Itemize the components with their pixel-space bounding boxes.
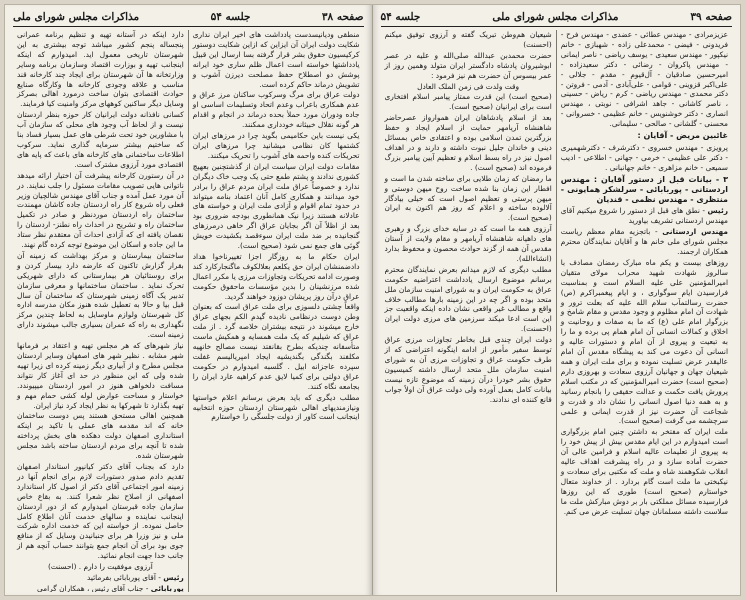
attendance-list: عزیزمرادی - مهندس عطائی - عضدی - مهندس فرح - فریدونی - فیضی - محمدعلی زاده - شهبازی - خانم نیکپور - مهندس سعیدی - یوسف ریاضی - ناصر ایمانی - مهندس پاکروان - رضائی - دکتر سعیدزاده - امیرحسین صادقیان - آل‌قیوم - مقدم - جلالی - علی‌اکبر قزوینی - قوامی - علی‌آبادی - آدمی - فروتن - دکتر محمدی - مهندس ریاضی - کرم - ریاض - حسینی ، ناصر کاشانی - جاهد اشرافی - نوبتی ، مهندس انصاری - دکتر خوشنویس - خانم عظیمی - خسروانی - محسنی - گلشانی - صالحی - سلیمانی. xyxy=(560,30,728,129)
book-spread xyxy=(4,4,741,596)
paragraph: (صحیح است) این قدرت ممتاز پیامبر اسلام افتخاری است برای ایرانیان (صحیح است). xyxy=(384,92,552,112)
speaker-line: مهندس اردستانی - باتجزیه مقام معظم ریاست مجلس شورای ملی خانم ها و آقایان نمایندگان محترم همکاران ارجمند. xyxy=(560,227,729,257)
speaker-text: آقای پوربابائی بفرمائید xyxy=(87,572,156,582)
paragraph: در آن رستورن کارخانه پیشرفت آن اختیار ارائه میدهد ناتوانی هایی تصویب مقامات مسئول را جلب نمایند. در آن مورد عمل آمده و جناب آقای مهندس شالچیان وزیر فعلی راه شروع کار راه اردستان جاده کاشان مهمندت ساختمان راه اردستان موردنظر و صادر در تکمیل ساختمان راه و تشریح در احداث راه نطنز- اردستان را نقصان یافته ای که آزادی احداث آن معتقدم نظر ستاد ما این جاده و اسکان این موضوع توجه کرده گام نهند. xyxy=(17,170,184,250)
paragraph: مطلب دیگری که باید بعرض برسانم اعلام خواستها ونیازمندیهای اهالی شهرستان اردستان حوزه انتخابیه اینجانب است کاور از دولت جلسگی را خواستارم xyxy=(192,392,360,422)
paragraph: شیعیان هم‌وطن تبریک گفته و آرزوی توفیق میکنم (احسنت) xyxy=(384,30,552,49)
speaker-name: مهندس اردستانی xyxy=(662,227,729,237)
paragraph: همچنین اهالی مستحق هستند پس دوست ساختمان خانه که اند مقدمه های عملی با تاکید بر اینکه استانداری اصفهان دولت دهکده های بخش پرداخته شده تا آنچه برای مردم اردستان ساخته باشد مجلس شهرستان شده. xyxy=(17,411,184,461)
paragraph: ساختمان بیمارستان و مرکز بهداشت که زمینه آن بقرار گزارش تاکنون که عارضه دارد بیسار کردن و برای روستائیان هر بیمارستانی که دارای شهریکی تحرک نماید . ساختمان ساختمانها و معرفی سازمان تدبیر یک آگاه زمینی شهرستان که ساختمان آن سال قبل بیا و حالا به تعطیل شده هنوز مکان مدرسه اداره کل شهرستان ولوازم ماوسایل به لحاظ چندین مرکز نگهداری به راه که عمران بسیاری جالب میشوند دارای زمینه است. xyxy=(17,250,184,340)
speaker-text: جناب آقای رئیس ، همکاران گرامی xyxy=(36,583,144,592)
paragraph: دارد اینکه در آستانه تهیه و تنظیم برنامه عمرانی پنجساله پنجم کشور میباشد توجه بیشتری به این شهرستان تاریخی معمول اید. امیدوارم که اینکه اینجانب تهیه و بوزارت اقتصاد وسازمان برنامه وسایر وزارتخانه ها آن شهرستان برای ایجاد چند کارخانه قند مناسب و علاقه وجودی کارخانه ها وکارگاه صنایع حوادث اقتصادی بتوان ساخت درمورد اهالی بصرکز وسایل دیگر ساکنین کوههای مرکز وامنیت کیا فرمایند. xyxy=(17,30,184,109)
right-page-title: مذاکرات مجلس شورای ملی xyxy=(492,11,619,23)
paragraph: دولت ایران چندی قبل بخاطر تجاوزات مرزی عراق توسط سفیر مأمور از ادامه اینگونه اعتراضی که از طرف حکومت عراق و تجاوزات مرزی آن به شورای امنیت سازمان ملل متحد ارسال داشته کمیسیون حقوق بشر خودرا درآن زمینه که موضوع تازه نیست بیانات کامل بعمل آورده ولی دولت عراق آن اولاً جواب قانع کننده ای ندادند. xyxy=(384,335,552,404)
left-page xyxy=(5,5,373,595)
paragraph: روزهای بیست و یکم ماه مبارک رمضان مصادف با سالروز شهادت شهید محراب مولای متقیان امیرالمؤمنین علی علیه السلام است و بمناسبت فرارسیدن ایام سوگواری ، و ایام پیغمبراکرم (ص) حضرت رسالتمآب سلام الله علیه که بعلت ترور و شهادت آن امام مظلوم و وجود مقدس و مقام شامخ و بزرگوار امام علی (ع) که ما به صفات و روحانیت و اخلاق و کمالات انسانی آن امام همام پی برده و ما را به تبعیت و پیروی از آن امام و دستورات عالیه و انسانی آن دعوت می کند به پیشگاه مقدس آن امام عالیقدر عرض تسلیت نموده و برای ملت ایران و همه شیعیان جهان و جهانیان آرزوی سعادت و بهروزی دارم (صحیح است) حضرت امیرالمؤمنین که در مکتب اسلام پرورش یافت حکمت و عدالت حقیقی را بانجام رسانید و به همه دنیا اصول انسانی را نشان داد و قدرت و شجاعت آن حضرت نیز از قدرت ایمانی و علمی سرچشمه می گرفت (صحیح است). xyxy=(560,257,728,426)
paragraph: مقامات دولت ایران سیاست ایران از گذشتچنین بعهیچ کشوری ندادند و پشتم طمع حتی یک وجب خاک دیگران ندارد و خصوصاً عراق ملت ایران مردم عراق را برادر خود میدانند و همکاری کامل آنان اعتماد بنامه میتواند در حدود تمام اقوام و آزادی ملت ایران و خواسته های عادلانه هستند زیرا نیک همانطوری بودجه ضروری بود بعد از اظلاً آن اگر بجایان عراق اگر خاهی درمرزهای گنجانیده بر ضد ملت ایران سوءقصد بکشیدت خویش گوئی های جمع نمی شود (صحیح است). xyxy=(192,161,360,251)
paragraph: دولت عراق برای مرگ وسرکوب ساکنان مرز عراق و عدم همکاری باعراب وعدم اتحاد وتسلیمات اساسی او جاده ودوران مورد حملأ بحده درماند در انجام و اقدام هر گونه نقلال خبیثانه خودداری ممکنند. xyxy=(192,90,360,130)
speaker-text: نطق های قبل از دستور را شروع میکنیم آقای مهندس اردستانی تشریف بیاورید xyxy=(560,206,728,226)
left-page-column-right xyxy=(189,30,364,592)
right-page-column-left xyxy=(381,30,557,592)
paragraph: ما رمضان که زمان طلایی برای ساخته شدن ما است و افطار این زمان بنا شده ساخت روح میهن دوستی و میهن پرستی و تعظیم اصول است که خیلی بیادگار آلالوده ساخته و اعلام که روز هم اکنون به ایران (صحیح است). xyxy=(384,173,552,223)
paragraph: کسانی نافذانه دولت ایرانیان کار حوزه بنظر اردستان نیست و از لحاظ آب وجود های محلی که سازمان آب با مشاورین خود تحت شرطی های عمل بسیار فساد بنا که ساختیم بیشتر سرمایه گذاری نماید. سرکوب اطلاعات ساختمانی های کارخانه های باعث که پایه های اقتصادی مورد آرزوی مشترک است. xyxy=(17,110,184,169)
right-page-column-right xyxy=(557,30,732,592)
left-page-column-left xyxy=(13,30,189,592)
right-page xyxy=(373,5,741,595)
right-page-session: جلسه ۵۴ xyxy=(380,11,421,23)
speaker-name: رئیس xyxy=(163,572,184,582)
left-page-columns xyxy=(13,30,364,592)
paragraph: ایران حکام ما به روزگار اجزا تغییرناخوا هداد دادضمنشان ایران حق یکلعم بعلالکوف ماگنجارکارد کند وصورت ادامه تحریکات وتجاوزات مرزی یا مکرر اعمال شده مرزنشینان را بدین مؤسسات ماحقوق حکومت عراق درآن روز پریشان دوزود خواهند گردید. xyxy=(192,251,360,301)
section-heading: غائبین مریض - آقایان : xyxy=(637,131,728,141)
speaker-line: پوربابائی - جناب آقای رئیس ، همکاران گرامی xyxy=(36,583,184,592)
speaker-text: باتجزیه مقام معظم ریاست مجلس شورای ملی خانم ها و آقایان نمایندگان محترم همکاران ارجمند. xyxy=(560,227,728,257)
paragraph: حضرت محمدبن عبدالله صلی‌الله و علیه در عصر ابوشیروان پادشاه دادگستر ایران متولد وهمین روز از عمر بیسوس آن حضرت هم نیز فرمود : xyxy=(384,50,552,80)
paragraph: بعد از اسلام پادشاهان ایران هموارواز عصرحاضر شاهنشاه آریامهر حمایت از اسلام ایجاد و حفظ بزرگترین تمدن اسلامی بوده و اعتقادی خاص بمسائل دینی و خاندان جلیل نبوت داشته و دارند و در اهداف اصول نیز در راه بسط اسلام و تعظیم آیین پیامبر بزرگ فرموده اند (صحیح است) . xyxy=(384,113,552,172)
paragraph: آرزوی موفقیت را دارم . (احسنت) xyxy=(47,562,153,572)
paragraph: یکی نیست باین حکامیمی بگوید چرا در مرزهای ایران کشتمها کان نظامی میشانید چرا مرزهای ایران تحریکات کنده واحمه های آشوب را تحریک میکنند. xyxy=(192,131,360,160)
paragraph: منطقی ودیانیسدست پادداشت های اخیر ایران نداری شکایت دولت ایران آن ایزاین که ازاین شکایت دوستور کرکیسیون حقوق بشر قرار گرفته بسا ارسال این قبیل یادداشتها خواسته است اعمال ظلم ساری خود ایرانه پوشش دو اصطلاح حفظ مصلحت دیرزن آشوب و تشویش درماند حاکم کرده است. xyxy=(192,30,360,89)
left-page-session: جلسه ۵۴ xyxy=(210,11,251,23)
paragraph: نیاز شهرهای که هر مجلس تهیه و اعتقاد بر فرمانها شهر مشابه . نظیر شهر های اصفهان وسایر اردستان مجلس مطرح و از آبیاری دیگر زمینه کرده ای زیرا تهیه شده ولی که این منظور در حد ای آغاز کار نتواند مسافت دلخواهی هنوز در امور اردستان میپیوندد. خواستار و مساحت عوارض لوله کشی حمام مهم و تهیه بگذارد تا شهرکها به نظر ایجاد کرد نیاز ایران. xyxy=(17,341,184,410)
left-page-header xyxy=(13,11,364,27)
paragraph: واقعاً چشتی دلسوزی برای ملت عراق است که بعنوان وطن دوست درنظامی نادیده گیدم الکم بجهای عراق خارج میشوند در نتیجه بیشتران خلاصه گرد . از ملت عراق که شیلیم که یک ملت همسایه و همکیش ماست متأسفانه چندیکه بطرح بقانفتد نیست مصالح خانهیه مکلفند بگندگی بگندیشیه ایجاد امپریالیسم غفلت سپرده عاجزانه ابیل . گلسبه امیدوارم در حکومت عراق دولتی برای کمیا لایق عدم کراهیه عارد ایران را بجامعه نگاه کنند. xyxy=(192,302,360,391)
left-page-title: مذاکرات مجلس شورای ملی xyxy=(13,11,140,23)
speaker-name: پوربابائی xyxy=(150,583,184,592)
paragraph: ملت ایران که مفتخر به داشتن چنین امام بزرگواری است امیدوارم در این ایام مقدس بیش از پیش خود را به پیروی از تعلیمات عالیه اسلام و فرامین عالی آن حضرت آماده سازد و در راه پیشرفت اهداف عالیه انقلاب شکوهمند شاه و ملت که مکتبی برای سعادت و نیکبختی ما ملت است گام بردارد . از خداوند متعال خواستارم (صحیح است) طوری که این روزها فرارسیده مسائل مملکتی بار بر دوش مبارکش ملت ما سلاست داشته مسلمانان جهان تسلیت عرض می کنم. xyxy=(560,427,728,516)
paragraph: دارد که بجناب آقای دکتر کیانپور استاندار اصفهان تقدیم دادم صدور دستورات لازم برای انجام آنها در زمینه امور اجتماعی آقای دکتر از اصول کار استاندارد اصفهانی از اصلاح نظر شعرا کنند. به بقاع خاص سازمان جاده قبرستان امیدوارم که از دور اردستان اینجانب نماینده و سالهای خدمت آنان اطلاع کامل حاصل نموده. از خواسته این که خدمت اداره شرکت ملی و نیز وزرا هر برای جنبانیدن وسایل که از منافع جوی بود برای آن انجام جمع بتوانند حساب آنچه هم از جانب خدا جهت انجام نمائید. xyxy=(17,461,184,561)
right-page-columns xyxy=(381,30,733,592)
agenda-heading: ۳ - بیانات قبل از دستور آقایان : مهندس اردستانی - پوربابائی - سرلشکر همایونی - منتظری - مهندس نظمی - قندیان xyxy=(560,174,728,204)
attendance-list: پرویزی - مهندس خسروی - دکترشرف - دکترشهمیری - دکتر علی عظیمی - خرمی - جهانی - اطلاعی - ادیب سمیعی - خانم مزاهری - خانم جهانبانی . xyxy=(560,142,728,172)
quotation: وقت ولدت فی زمن الملک العادل xyxy=(417,81,520,91)
speaker-line: رئیس - آقای پوربابائی بفرمائید xyxy=(87,572,184,582)
right-page-number: صفحه ۳۹ xyxy=(690,11,732,23)
paragraph: مطلب دیگری که لازم میدانم بعرض نمایندگان محترم برسانم موضوع ارسال یادداشت اعتراضیه حکومت عراق به حکومت ایران و به شورای امنیت سازمان ملل متحد بوده و اگر چه در این زمینه بارها مطالب خلاف واقع و مطالب غیر واقعی نشان داده اینکه واقعیت جز این است ادعا میکند سرزمین های مرزی دولت ایران (احسنت). xyxy=(384,264,552,334)
speaker-line: رئیس - نطق های قبل از دستور را شروع میکنیم آقای مهندس اردستانی تشریف بیاورید xyxy=(560,206,728,226)
right-page-header xyxy=(381,11,733,27)
paragraph: آرزوی همه ما است که در سایه خدای بزرگ و رهبری های داهیانه شاهنشاه آریامهر و مقام ولایت از آستان مقدس آن همه از گزند حوادث محصون و محفوظ بدارد (انشاءالله). xyxy=(384,224,552,263)
left-page-number: صفحه ۳۸ xyxy=(321,11,364,23)
speaker-name: رئیس xyxy=(707,206,728,216)
